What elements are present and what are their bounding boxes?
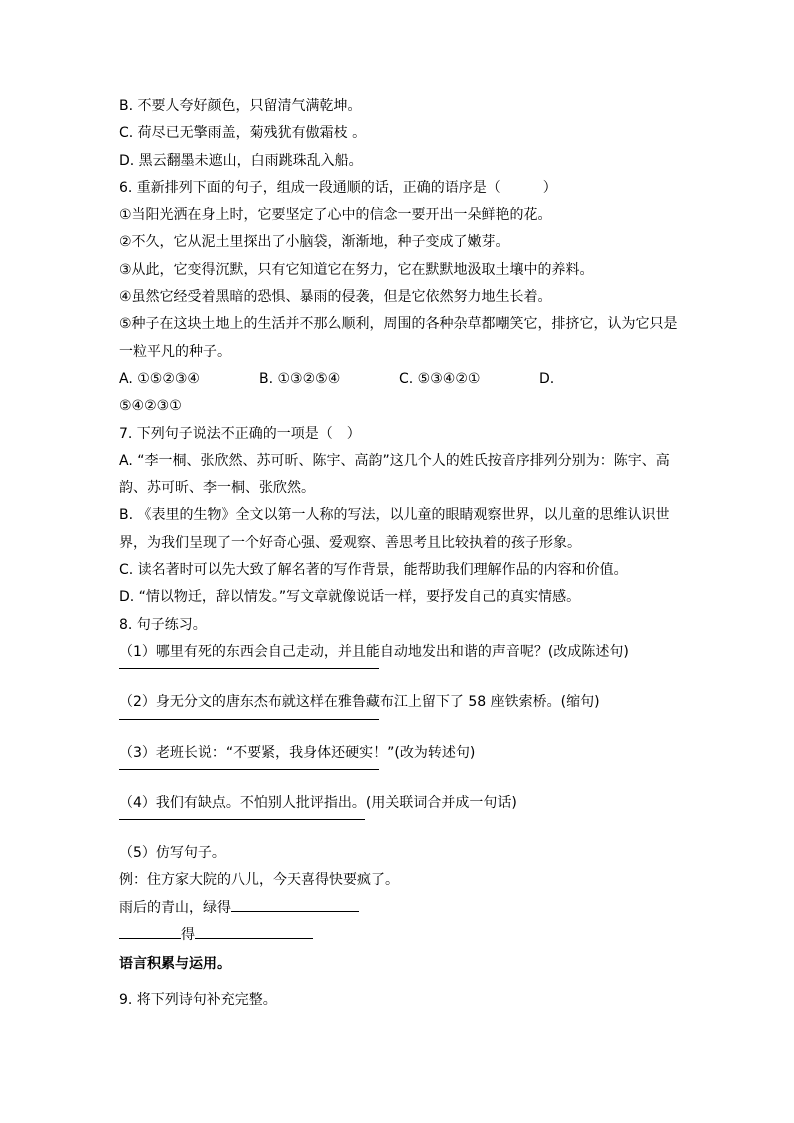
q6-sentence-4: ④虽然它经受着黑暗的恐惧、暴雨的侵袭，但是它依然努力地生长着。	[119, 289, 552, 306]
q6-sentence-3: ③从此，它变得沉默，只有它知道它在努力，它在默默地汲取土壤中的养料。	[119, 261, 594, 278]
answer-line-1[interactable]	[119, 668, 379, 669]
answer-line-3[interactable]	[119, 769, 379, 770]
q8-item-1: （1）哪里有死的东西会自己走动，并且能自动地发出和谐的声音呢？(改成陈述句)	[119, 643, 629, 660]
q6-sentence-5: ⑤种子在这块土地上的生活并不那么顺利，周围的各种杂草都嘲笑它，排挤它，认为它只是一粒平凡的种子。	[119, 316, 678, 360]
q8-fill-1	[119, 895, 679, 922]
q7-stem: 7. 下列句子说法不正确的一项是（ ）	[119, 425, 361, 442]
q8-item-4: （4）我们有缺点。不怕别人批评指出。(用关联词合并成一句话)	[119, 794, 517, 811]
q6-stem: 6. 重新排列下面的句子，组成一段通顺的话，正确的语序是（ ）	[119, 179, 557, 196]
q6-options	[119, 366, 679, 393]
exam-page	[119, 93, 679, 1014]
fill-1-blank[interactable]	[231, 895, 359, 912]
answer-line-2[interactable]	[119, 719, 379, 720]
q5-option-d: D. 黑云翻墨未遮山，白雨跳珠乱入船。	[119, 152, 363, 169]
fill-2-blank-a[interactable]	[119, 922, 181, 939]
q8-item-3: （3）老班长说：“不要紧，我身体还硬实！”(改为转述句)	[119, 744, 476, 761]
q8-fill-2	[119, 922, 679, 949]
q8-item-5: （5）仿写句子。	[119, 845, 226, 862]
q6-option-a: A. ①⑤②③④	[119, 370, 200, 387]
q5-option-c: C. 荷尽已无擎雨盖，菊残犹有傲霜枝 。	[119, 125, 367, 142]
q6-option-c: C. ⑤③④②①	[399, 370, 481, 387]
q5-option-b: B. 不要人夸好颜色，只留清气满乾坤。	[119, 98, 362, 114]
q7-option-c: C. 读名著时可以先大致了解名著的写作背景，能帮助我们理解作品的内容和价值。	[119, 562, 628, 579]
answer-line-4[interactable]	[119, 819, 365, 820]
q8-example: 例：住方家大院的八儿，今天喜得快要疯了。	[119, 872, 399, 889]
section-heading: 语言积累与运用。	[119, 956, 231, 973]
q6-sentence-2: ②不久，它从泥土里探出了小脑袋，渐渐地，种子变成了嫩芽。	[119, 234, 510, 251]
q6-option-b: B. ①③②⑤④	[259, 370, 341, 387]
q6-option-d-wrap: ⑤④②③①	[119, 398, 182, 415]
fill-1-prefix: 雨后的青山，绿得	[119, 899, 231, 916]
q9-stem: 9. 将下列诗句补充完整。	[119, 991, 277, 1008]
q6-option-d: D.	[539, 370, 555, 387]
fill-2-middle: 得	[181, 927, 195, 944]
fill-2-blank-b[interactable]	[195, 922, 313, 939]
q8-stem: 8. 句子练习。	[119, 616, 207, 633]
q6-sentence-1: ①当阳光洒在身上时，它要坚定了心中的信念一要开出一朵鲜艳的花。	[119, 207, 552, 224]
q7-option-d: D. “情以物迁，辞以情发。”写文章就像说话一样，要抒发自己的真实情感。	[119, 589, 581, 606]
q7-option-b: B. 《表里的生物》全文以第一人称的写法，以儿童的眼睛观察世界，以儿童的思维认识世界，为我们呈现了一个好奇心强、爱观察、善思考且比较执着的孩子形象。	[119, 507, 670, 551]
q8-item-2: （2）身无分文的唐东杰布就这样在雅鲁藏布江上留下了 58 座铁索桥。(缩句)	[119, 694, 600, 711]
q7-option-a: A. “李一桐、张欣然、苏可昕、陈宇、高韵”这几个人的姓氏按音序排列分别为：陈宇、高韵、苏可昕、李一桐、张欣然。	[119, 452, 670, 497]
